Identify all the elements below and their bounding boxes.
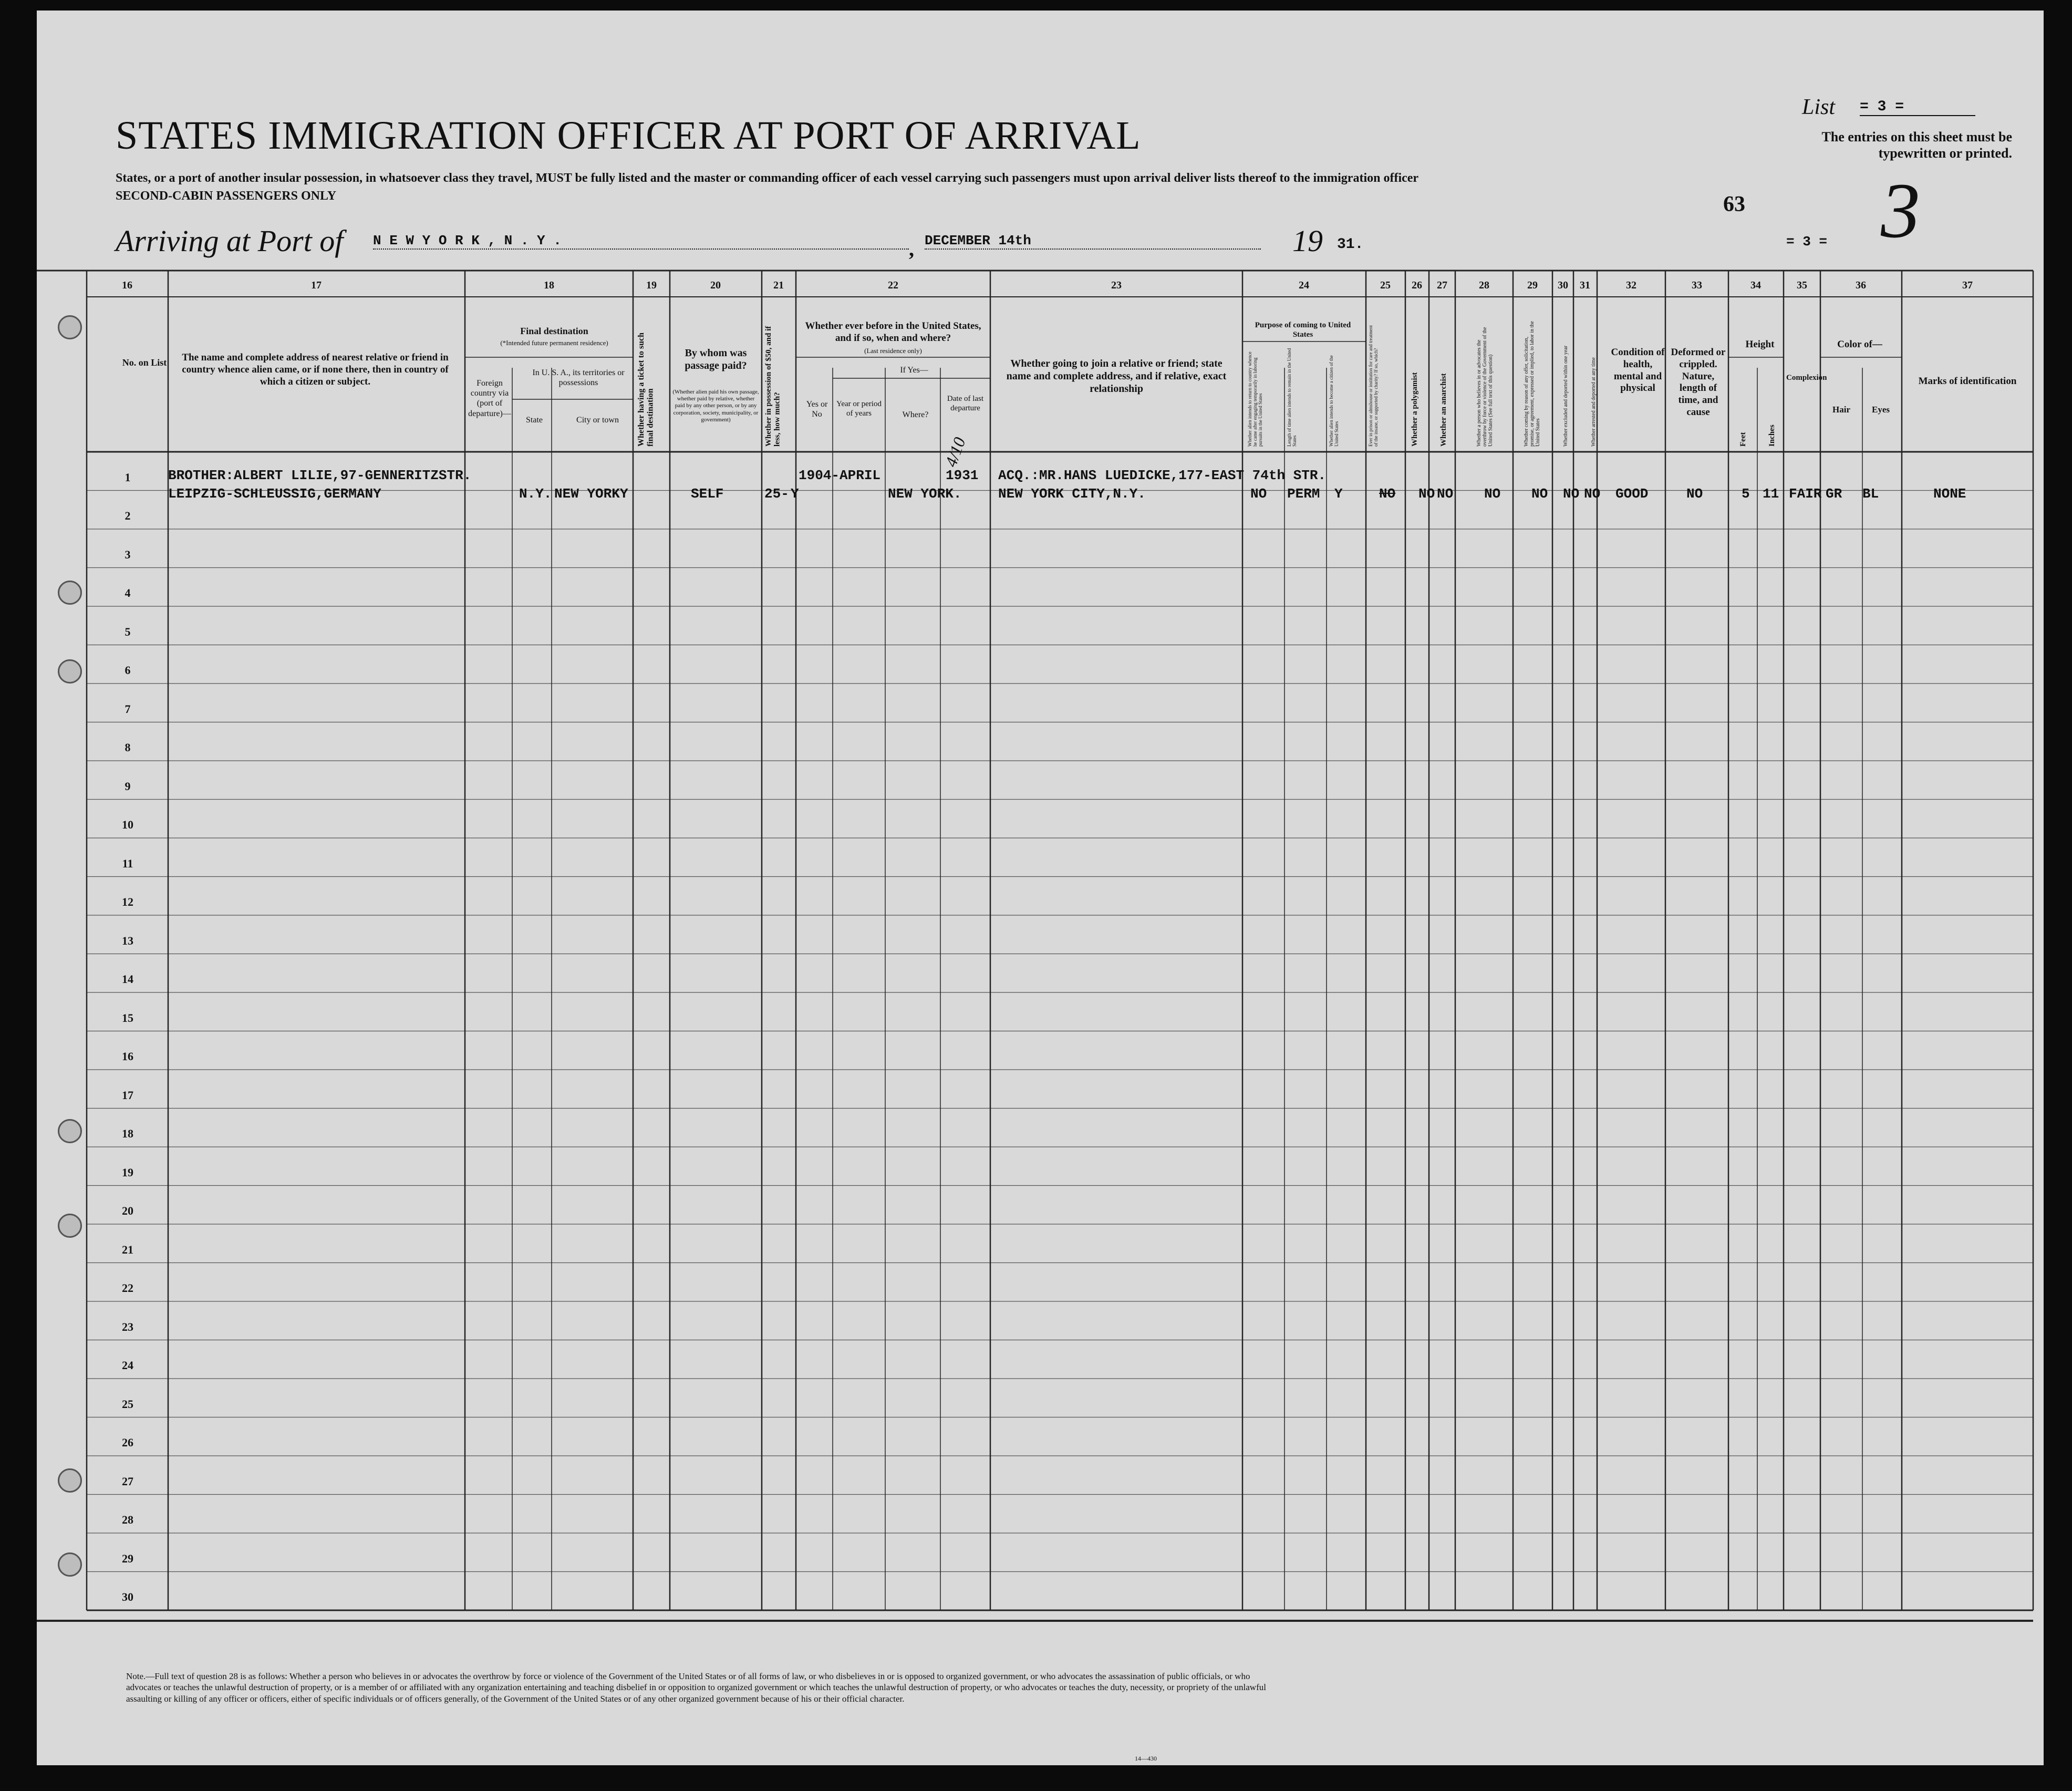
header-marks: Marks of identification (1918, 376, 2017, 387)
column-number: 35 (1797, 279, 1807, 291)
entry-last-departure: 1931 (946, 468, 979, 483)
header-hair: Hair (1832, 405, 1850, 415)
header-inches: Inches (1768, 425, 1776, 447)
entry-eyes: BL (1862, 486, 1879, 502)
row-number: 18 (122, 1127, 133, 1140)
row-number: 22 (122, 1281, 133, 1295)
row-number: 6 (125, 664, 131, 677)
column-number: 27 (1437, 279, 1447, 291)
column-number: 26 (1412, 279, 1422, 291)
header-usa: In U. S. A., its territories or possessions (532, 368, 625, 388)
row-number: 29 (122, 1551, 133, 1565)
header-color-of: Color of— (1837, 339, 1882, 350)
header-purpose-citizen: Whether alien intends to become a citizen of the United States (1329, 355, 1339, 447)
arrival-port: N E W Y O R K , N . Y . (373, 233, 909, 250)
header-city: City or town (576, 416, 619, 425)
column-number: 29 (1527, 279, 1538, 291)
punch-hole (58, 659, 82, 684)
header-q29: Whether coming by reason of any offer, solicitation, promise, or agreement, expressed or implied, to labor in the United States (1524, 321, 1541, 447)
column-number: 20 (710, 279, 721, 291)
row-number: 17 (122, 1088, 133, 1102)
punch-hole (58, 581, 82, 605)
header-deformed: Deformed or crippled. Nature, length of time, and cause (1671, 347, 1726, 418)
row-number: 15 (122, 1011, 133, 1024)
header-purpose-return: Whether alien intends to return to country whence he came after engaging temporarily in laboring pursuits in the United States (1247, 351, 1263, 447)
manifest-grid (37, 11, 2044, 1765)
row-number: 13 (122, 934, 133, 947)
row-number: 30 (122, 1590, 133, 1603)
entry-polygamist: NO (1418, 486, 1435, 502)
entry-inches: 11 (1763, 486, 1779, 502)
entry-q31: NO (1584, 486, 1601, 502)
row-number: 27 (122, 1474, 133, 1488)
entry-hair: GR (1826, 486, 1842, 502)
row-number: 28 (122, 1513, 133, 1526)
page-number-small: 63 (1723, 192, 1745, 216)
header-if-yes: If Yes— (900, 366, 928, 375)
header-polygamist: Whether a polygamist (1411, 372, 1419, 447)
header-state: State (526, 416, 543, 425)
header-no-on-list: No. on List (122, 357, 167, 368)
entry-q29: NO (1531, 486, 1548, 502)
header-yes-no: Yes or No (806, 400, 828, 419)
row-number: 4 (125, 586, 131, 599)
column-number: 34 (1750, 279, 1761, 291)
column-number: 37 (1962, 279, 1973, 291)
header-feet: Feet (1739, 432, 1747, 447)
header-date-last-departure: Date of last departure (947, 395, 984, 412)
header-nearest-relative: The name and complete address of nearest relative or friend in country whence alien came, or if none there, then in country of which a citizen or subject. (182, 352, 449, 387)
column-number: 21 (773, 279, 784, 291)
entry-paid-by: SELF (691, 486, 724, 502)
header-fifty-dollars: Whether in possession of $50, and if less, how much? (764, 326, 782, 447)
column-number: 33 (1692, 279, 1702, 291)
punch-hole (58, 1468, 82, 1493)
column-number: 19 (646, 279, 657, 291)
column-number: 31 (1580, 279, 1590, 291)
row-number: 23 (122, 1320, 133, 1333)
entry-ever-before: Y (791, 486, 799, 502)
header-final-destination-sub: (*Intended future permanent residence) (500, 339, 608, 347)
column-number: 23 (1111, 279, 1122, 291)
column-number: 25 (1380, 279, 1391, 291)
punch-hole (58, 1119, 82, 1143)
header-join-relative: Whether going to join a relative or friend; state name and complete address, and if relative, exact relationship (1006, 358, 1227, 395)
typewritten-note: The entries on this sheet must be typewritten or printed. (1821, 129, 2012, 161)
instructions-text: States, or a port of another insular possession, in whatsoever class they travel, MUST be fully listed and the master or commanding officer of each vessel carrying such passengers must upon arrival deliver lists thereof to the immigration officer (116, 171, 1419, 185)
row-number: 24 (122, 1359, 133, 1372)
row-number: 16 (122, 1050, 133, 1063)
form-number: 14—430 (1135, 1755, 1157, 1762)
entry-where: NEW YORK. (888, 486, 962, 502)
entry-return: NO (1250, 486, 1267, 502)
entry-city: NEW YORK (554, 486, 620, 502)
header-year-period: Year or period of years (836, 400, 882, 418)
row-number: 8 (125, 741, 131, 754)
class-line: SECOND-CABIN PASSENGERS ONLY (116, 189, 337, 203)
row-number: 20 (122, 1204, 133, 1217)
entry-money: 25- (764, 486, 789, 502)
header-foreign-country: Foreign country via (port of departure)— (468, 379, 511, 418)
row-number: 5 (125, 625, 131, 638)
header-passage-paid: By whom was passage paid? (685, 347, 747, 371)
entry-prison: NO (1379, 486, 1396, 502)
header-ever-before: Whether ever before in the United States, and if so, when and where? (805, 320, 981, 344)
column-number: 17 (311, 279, 322, 291)
punch-hole (58, 315, 82, 339)
punch-hole (58, 1552, 82, 1577)
header-purpose: Purpose of coming to United States (1255, 321, 1351, 339)
row-number: 19 (122, 1165, 133, 1179)
row-number: 3 (125, 547, 131, 561)
row-number: 26 (122, 1436, 133, 1449)
punch-hole (58, 1214, 82, 1238)
entry-q30: NO (1563, 486, 1580, 502)
entry-join-line2: NEW YORK CITY,N.Y. (998, 486, 1146, 502)
header-passage-paid-sub: (Whether alien paid his own passage, whether paid by relative, whether paid by any other person, or by any corporation, society, municipality, or government) (672, 389, 759, 423)
entry-ticket: Y (620, 486, 628, 502)
column-number: 36 (1856, 279, 1866, 291)
header-anarchist: Whether an anarchist (1439, 373, 1448, 447)
manifest-sheet (37, 11, 2044, 1765)
row-number: 9 (125, 779, 131, 793)
column-number: 32 (1626, 279, 1636, 291)
row-number: 12 (122, 895, 133, 908)
entry-years: 1904-APRIL (799, 468, 881, 483)
header-complexion: Complexion (1786, 374, 1827, 382)
entry-citizen: Y (1334, 486, 1343, 502)
entry-relative-line1: BROTHER:ALBERT LILIE,97-GENNERITZSTR. (168, 468, 472, 483)
column-number: 30 (1558, 279, 1568, 291)
year-suffix: 31. (1337, 236, 1364, 253)
row-number: 2 (125, 509, 131, 522)
sheet-marker: = 3 = (1786, 234, 1828, 250)
header-final-destination: Final destination (520, 326, 588, 336)
row-number: 21 (122, 1243, 133, 1256)
column-number: 16 (122, 279, 132, 291)
page-number-large: 3 (1881, 167, 1920, 254)
header-q31: Whether arrested and deported at any time (1591, 357, 1597, 447)
list-value: = 3 = (1860, 99, 1975, 116)
header-eyes: Eyes (1872, 405, 1890, 415)
row-number: 10 (122, 818, 133, 831)
column-number: 22 (888, 279, 898, 291)
column-number: 24 (1299, 279, 1309, 291)
page-title: STATES IMMIGRATION OFFICER AT PORT OF ARRIVAL (116, 113, 1141, 158)
row-number: 14 (122, 972, 133, 986)
row-number: 11 (122, 856, 133, 870)
entry-join-line1: ACQ.:MR.HANS LUEDICKE,177-EAST 74th STR. (998, 468, 1327, 483)
column-number: 18 (544, 279, 554, 291)
entry-marks: NONE (1933, 486, 1966, 502)
header-q28: Whether a person who believes in or advocates the overthrow by force or violence of the Government of the United States (See full text of this question) (1476, 327, 1494, 447)
comma: , (909, 237, 914, 261)
header-last-residence: (Last residence only) (864, 347, 922, 355)
row-number: 1 (125, 470, 131, 484)
header-prison: Ever in prison or almshouse or institution for care and treatment of the insane, or supported by charity? If so, which? (1368, 325, 1379, 447)
entry-feet: 5 (1742, 486, 1750, 502)
entry-annotation: 4/10 (941, 434, 969, 470)
header-ticket: Whether having a ticket to such final destination (637, 332, 655, 447)
arrival-date: DECEMBER 14th (925, 233, 1261, 250)
header-q30: Whether excluded and deported within one year (1563, 345, 1569, 447)
header-height: Height (1745, 339, 1775, 350)
entry-state: N.Y. (519, 486, 552, 502)
entry-relative-line2: LEIPZIG-SCHLEUSSIG,GERMANY (168, 486, 381, 502)
entry-q28: NO (1484, 486, 1501, 502)
entry-anarchist: NO (1437, 486, 1454, 502)
entry-length: PERM (1287, 486, 1320, 502)
year-prefix: 19 (1292, 224, 1323, 258)
row-number: 7 (125, 702, 131, 716)
footnote-question-28: Note.—Full text of question 28 is as follows: Whether a person who believes in or advocates the overthrow by force or violence of the Government of the United States or of all forms of law, or who disbelieves in or is opposed to organized government, or who advocates the assassination of public officials, or who advocates or teaches the unlawful destruction of property, or is a member of or affiliated with any organization entertaining and teaching disbelief in or opposition to organized government or which teaches the unlawful destruction of property, or who advocates or teaches the duty, necessity, or propriety of the unlawful assaulting or killing of any officer or officers, either of specific individuals or of officers generally, of the Government of the United States or of any other organized government because of his or their official character. (126, 1671, 1266, 1704)
entry-deformed: NO (1686, 486, 1703, 502)
row-number: 25 (122, 1397, 133, 1411)
header-where: Where? (902, 410, 929, 419)
arriving-label: Arriving at Port of (116, 224, 344, 258)
entry-health: GOOD (1615, 486, 1649, 502)
list-label: List (1802, 95, 1836, 119)
header-health: Condition of health, mental and physical (1611, 347, 1665, 394)
column-number: 28 (1479, 279, 1489, 291)
header-purpose-length: Length of time alien intends to remain in the United States (1287, 348, 1297, 447)
entry-complexion: FAIR (1789, 486, 1822, 502)
